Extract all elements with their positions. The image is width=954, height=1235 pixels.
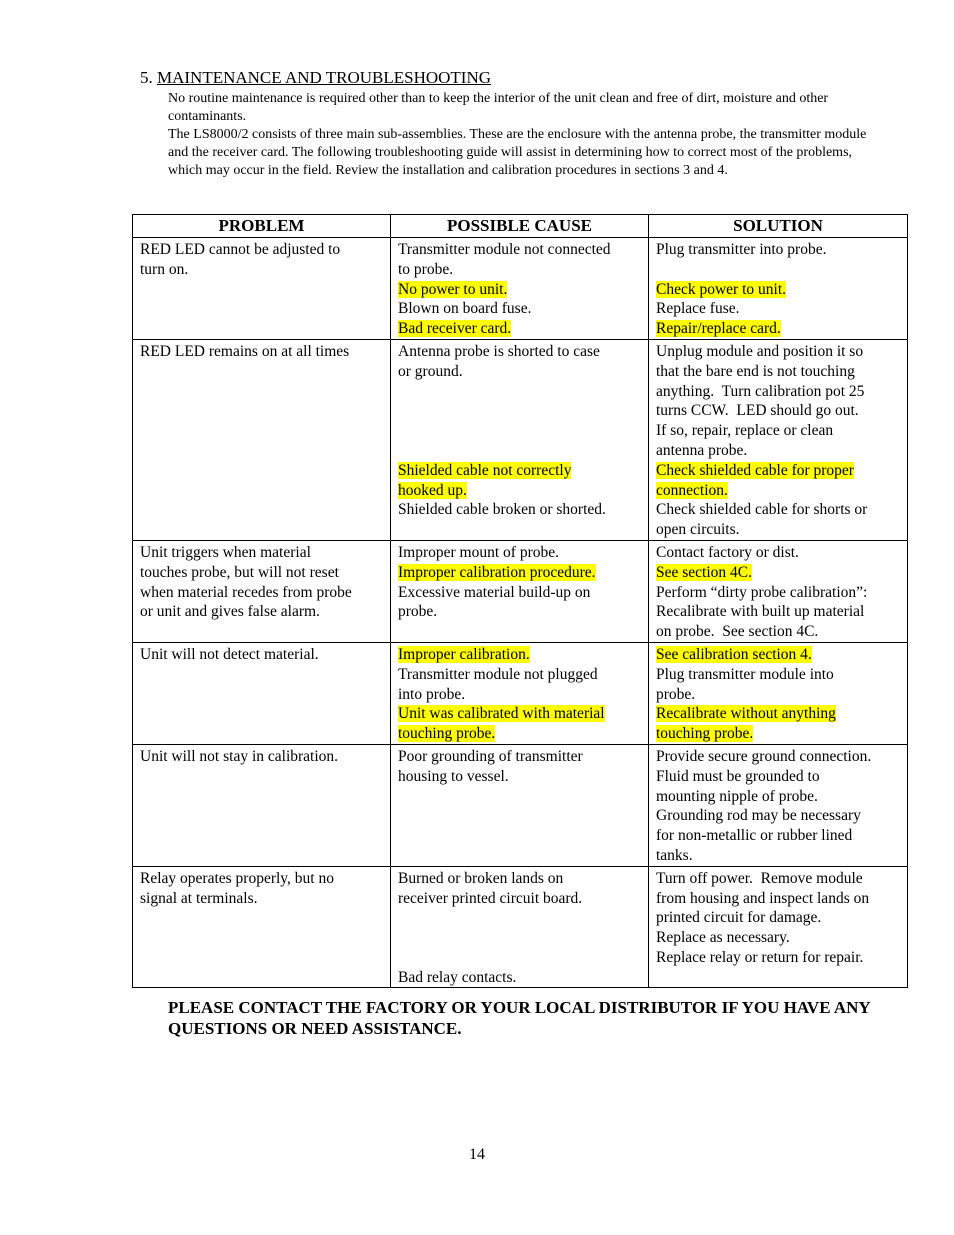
table-row	[133, 339, 908, 540]
table-row	[133, 744, 908, 866]
cause-cell	[391, 339, 649, 540]
table-row	[133, 866, 908, 988]
cell-line: or unit and gives false alarm.	[140, 603, 320, 621]
problem-cell	[133, 238, 391, 340]
cell-line: Unit will not stay in calibration.	[140, 747, 339, 765]
cell-line: signal at terminals.	[140, 889, 258, 907]
cell-line: touches probe, but will not reset	[140, 563, 339, 581]
highlighted-text: Check power to unit.	[656, 280, 787, 298]
cell-line	[398, 481, 641, 501]
header-problem: PROBLEM	[133, 215, 391, 238]
cell-line: Fluid must be grounded to	[656, 767, 820, 785]
highlighted-text: Improper calibration procedure.	[398, 563, 596, 581]
problem-cell	[133, 866, 391, 988]
cell-line: receiver printed circuit board.	[398, 889, 583, 907]
highlighted-text: touching probe.	[656, 725, 754, 743]
cell-line: antenna probe.	[656, 441, 748, 459]
cell-line	[398, 441, 641, 461]
highlighted-text: connection.	[656, 481, 728, 499]
cell-line: mounting nipple of probe.	[656, 787, 818, 805]
table-body	[133, 238, 908, 988]
highlighted-text: No power to unit.	[398, 280, 508, 298]
cell-line: Transmitter module not plugged	[398, 665, 598, 683]
table-row	[133, 642, 908, 744]
table-row	[133, 540, 908, 642]
cell-line: Check shielded cable for shorts or	[656, 501, 868, 519]
cell-line	[398, 319, 641, 339]
cell-line: Transmitter module not connected	[398, 241, 611, 258]
table-header-row	[133, 215, 908, 238]
cell-line: printed circuit for damage.	[656, 909, 822, 927]
cell-line: open circuits.	[656, 521, 740, 539]
cause-cell	[391, 642, 649, 744]
highlighted-text: See section 4C.	[656, 563, 752, 581]
cell-line: Shielded cable broken or shorted.	[398, 501, 606, 519]
cell-line: tanks.	[656, 846, 693, 864]
cell-line	[398, 563, 641, 583]
highlighted-text: Recalibrate without anything	[656, 705, 836, 723]
header-solution: SOLUTION	[649, 215, 908, 238]
cell-line: from housing and inspect lands on	[656, 889, 870, 907]
cell-line: Improper mount of probe.	[398, 543, 559, 561]
cell-line: turn on.	[140, 260, 189, 278]
cell-line: that the bare end is not touching	[656, 362, 855, 380]
cause-cell	[391, 866, 649, 988]
intro-paragraph: No routine maintenance is required other than to keep the interior of the unit clean and free of dirt, moisture and other contaminants.	[168, 91, 829, 124]
cause-cell	[391, 238, 649, 340]
cell-line: Provide secure ground connection.	[656, 747, 872, 765]
highlighted-text: Shielded cable not correctly	[398, 461, 572, 479]
cause-cell	[391, 744, 649, 866]
cell-line: anything. Turn calibration pot 25	[656, 382, 865, 400]
cell-line: for non-metallic or rubber lined	[656, 827, 853, 845]
cell-line	[656, 481, 900, 501]
cell-line	[656, 461, 900, 481]
highlighted-text: See calibration section 4.	[656, 645, 812, 663]
cell-line: Perform “dirty probe calibration”:	[656, 583, 868, 601]
cell-line	[656, 704, 900, 724]
solution-cell	[649, 339, 908, 540]
cell-line	[656, 260, 900, 280]
cell-line: housing to vessel.	[398, 767, 509, 785]
page-number: 14	[469, 1146, 485, 1163]
cell-line	[398, 401, 641, 421]
cell-line	[656, 319, 900, 339]
highlighted-text: Unit was calibrated with material	[398, 705, 605, 723]
cell-line: Relay operates properly, but no	[140, 869, 334, 887]
cell-line	[656, 645, 900, 665]
solution-cell	[649, 238, 908, 340]
cell-line: Plug transmitter module into	[656, 665, 834, 683]
cell-line: Unplug module and position it so	[656, 342, 864, 360]
highlighted-text: Check shielded cable for proper	[656, 461, 854, 479]
cell-line: Plug transmitter into probe.	[656, 241, 827, 258]
cell-line	[398, 382, 641, 402]
cell-line	[656, 280, 900, 300]
highlighted-text: Improper calibration.	[398, 645, 530, 663]
problem-cell	[133, 339, 391, 540]
cell-line	[398, 461, 641, 481]
cell-line: probe.	[398, 603, 438, 621]
cell-line: If so, repair, replace or clean	[656, 422, 834, 440]
cell-line	[398, 908, 641, 928]
cell-line: Unit triggers when material	[140, 543, 311, 561]
cell-line: Poor grounding of transmitter	[398, 747, 583, 765]
cell-line: Blown on board fuse.	[398, 300, 532, 318]
highlighted-text: hooked up.	[398, 481, 467, 499]
cell-line: Recalibrate with built up material	[656, 603, 865, 621]
cell-line: Burned or broken lands on	[398, 869, 564, 887]
cell-line: turns CCW. LED should go out.	[656, 402, 859, 420]
cell-line: on probe. See section 4C.	[656, 623, 819, 641]
cell-line: Replace relay or return for repair.	[656, 948, 864, 966]
table-row	[133, 238, 908, 340]
cell-line: Grounding rod may be necessary	[656, 807, 861, 825]
problem-cell	[133, 642, 391, 744]
cell-line: Excessive material build-up on	[398, 583, 591, 601]
cell-line	[398, 704, 641, 724]
intro-paragraph: The LS8000/2 consists of three main sub-assemblies. These are the enclosure with the antenna probe, the transmitter module and the receiver card. The following troubleshooting guide will assist in determining how to correct most of the problems, which may occur in the field. Review the installation and calibration procedures in sections 3 and 4.	[168, 127, 867, 178]
cell-line: Bad relay contacts.	[398, 968, 517, 986]
cell-line: into probe.	[398, 685, 466, 703]
cell-line: Contact factory or dist.	[656, 543, 799, 561]
troubleshooting-table	[132, 214, 908, 988]
cell-line: Antenna probe is shorted to case	[398, 342, 600, 360]
cell-line: Unit will not detect material.	[140, 645, 319, 663]
problem-cell	[133, 744, 391, 866]
problem-cell	[133, 540, 391, 642]
cell-line	[398, 645, 641, 665]
cell-line: probe.	[656, 685, 696, 703]
highlighted-text: Bad receiver card.	[398, 320, 512, 338]
cell-line: Replace fuse.	[656, 300, 740, 318]
cell-line: Turn off power. Remove module	[656, 869, 863, 887]
cell-line: or ground.	[398, 362, 463, 380]
cell-line	[398, 948, 641, 968]
cell-line: to probe.	[398, 260, 454, 278]
solution-cell	[649, 540, 908, 642]
cell-line: Replace as necessary.	[656, 929, 790, 947]
cause-cell	[391, 540, 649, 642]
solution-cell	[649, 866, 908, 988]
section-number: 5.	[140, 68, 153, 87]
cell-line	[398, 928, 641, 948]
cell-line: RED LED cannot be adjusted to	[140, 241, 341, 258]
cell-line	[398, 724, 641, 744]
cell-line	[656, 724, 900, 744]
highlighted-text: touching probe.	[398, 725, 496, 743]
header-possible-cause: POSSIBLE CAUSE	[391, 215, 649, 238]
cell-line	[656, 563, 900, 583]
cell-line: RED LED remains on at all times	[140, 342, 350, 360]
section-title: MAINTENANCE AND TROUBLESHOOTING	[157, 68, 492, 87]
solution-cell	[649, 642, 908, 744]
section-heading	[140, 68, 491, 88]
cell-line	[398, 280, 641, 300]
cell-line	[398, 421, 641, 441]
highlighted-text: Repair/replace card.	[656, 320, 781, 338]
solution-cell	[649, 744, 908, 866]
cell-line: when material recedes from probe	[140, 583, 352, 601]
contact-note: PLEASE CONTACT THE FACTORY OR YOUR LOCAL DISTRIBUTOR IF YOU HAVE ANY QUESTIONS OR NEED ASSISTANCE.	[168, 998, 871, 1038]
intro-text	[168, 90, 888, 180]
